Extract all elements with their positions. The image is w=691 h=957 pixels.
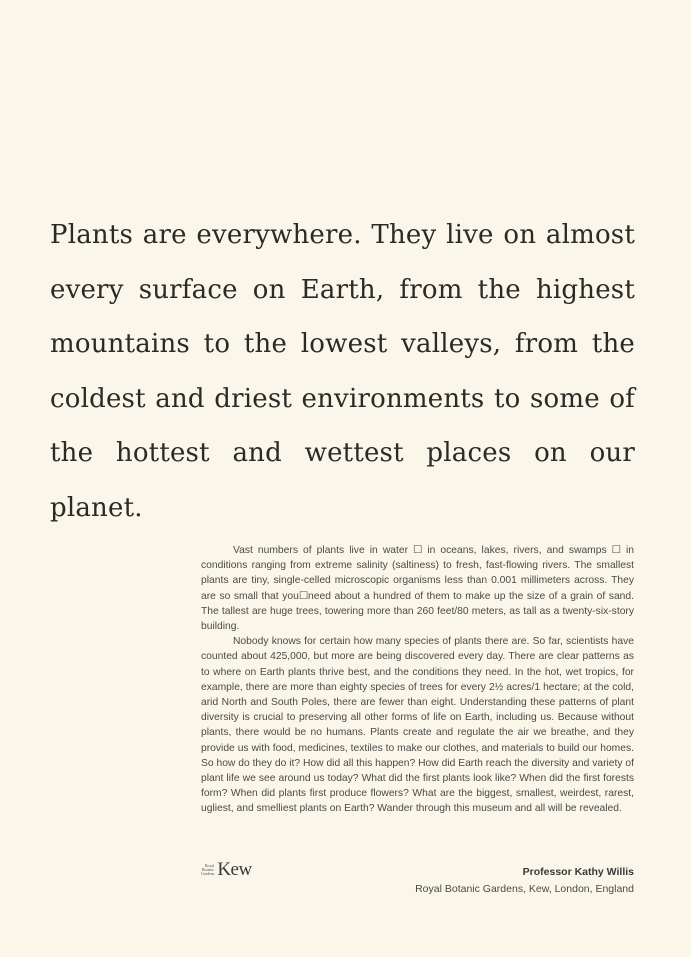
kew-logo-word: Kew — [217, 859, 252, 880]
body-paragraph-1: Vast numbers of plants live in water ☐ in oceans, lakes, rivers, and swamps ☐ in conditions ranging from extreme salinity (saltiness) to fresh, fast-flowing rivers. The smallest plants are tiny, single-celled microscopic organisms less than 0.001 millimeters across. They are so small that you☐need about a hundred of them to make up the size of a grain of sand. The tallest are huge trees, towering more than 260 feet/80 meters, as tall as a twenty-six-story building. — [201, 545, 634, 633]
signature-name: Professor Kathy Willis — [522, 866, 634, 878]
body-paragraph-2: Nobody knows for certain how many species of plants there are. So far, scientists have counted about 425,000, but more are being discovered every day. There are clear patterns as to where on Earth plants thrive best, and the conditions they need. In the hot, wet tropics, for example, there are more than eighty species of trees for every 2½ acres/1 hectare; at the cold, arid North and South Poles, there are fewer than eight. Understanding these patterns of plant diversity is crucial to preserving all other forms of life on Earth, including us. Because without plants, there would be no humans. Plants create and regulate the air we breathe, and they provide us with food, medicines, textiles to make our clothes, and materials to build our homes. So how do they do it? How did all this happen? How did Earth reach the diversity and variety of plant life we see around us today? What did the first plants look like? When did the first forests form? When did plants first produce flowers? What are the biggest, smallest, weirdest, rarest, ugliest, and smelliest plants on Earth? Wander through this museum and all will be revealed. — [201, 636, 634, 815]
kew-logo-small-text — [201, 864, 214, 877]
signature-affiliation: Royal Botanic Gardens, Kew, London, England — [415, 883, 634, 895]
kew-logo-line-2: Botanic — [201, 866, 215, 872]
headline: Plants are everywhere. They live on almost every surface on Earth, from the highest mountains to the lowest valleys, from the coldest and driest environments to some of the hottest and wettest places on our planet. — [50, 220, 635, 523]
kew-logo-line-1: Royal — [204, 862, 215, 868]
kew-logo — [201, 860, 252, 880]
kew-logo-line-3: Gardens — [201, 871, 215, 877]
body-text — [201, 543, 634, 817]
